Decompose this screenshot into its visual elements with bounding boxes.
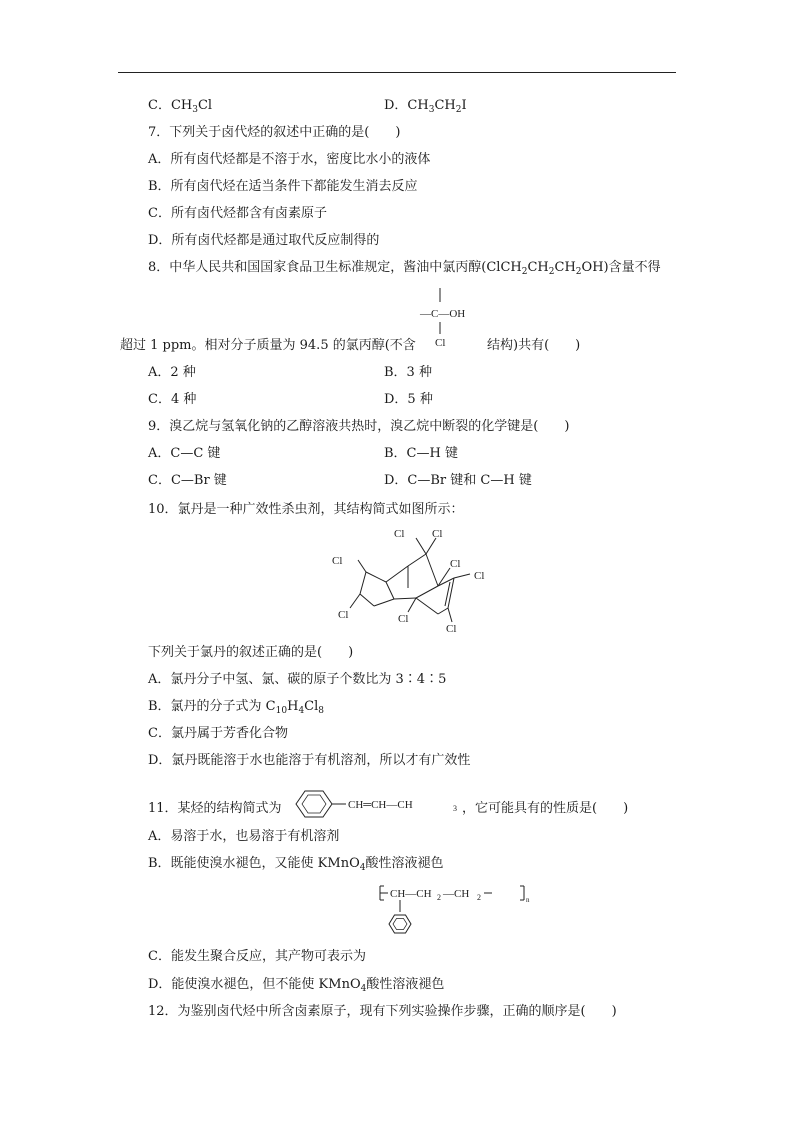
q10-fig-cl-4: Cl (474, 570, 485, 582)
q7-option-c: C．所有卤代烃都含有卤素原子 (148, 206, 327, 221)
q11-stem-pre: 11．某烃的结构简式为 (148, 801, 282, 816)
q10-fig-cl-3: Cl (450, 558, 461, 570)
q11-option-b: B．既能使溴水褪色，又能使 KMnO$_4$酸性溶液褪色 (148, 856, 444, 873)
q10-option-c: C．氯丹属于芳香化合物 (148, 726, 288, 741)
q11-poly-text2: —CH (443, 888, 470, 900)
q10-chlordane-figure (330, 524, 495, 636)
q11-option-d: D．能使溴水褪色，但不能使 KMnO$_4$酸性溶液褪色 (148, 977, 445, 994)
q10-option-d: D．氯丹既能溶于水也能溶于有机溶剂，所以才有广效性 (148, 753, 471, 768)
q8-stem-line2-post: 结构)共有( ) (487, 338, 581, 353)
q10-fig-cl-7: Cl (338, 609, 349, 621)
q9-option-a: A．C—C 键 (148, 446, 221, 461)
q7-option-d: D．所有卤代烃都是通过取代反应制得的 (148, 233, 380, 248)
q10-fig-cl-1: Cl (394, 528, 405, 540)
q8-option-d: D．5 种 (384, 392, 433, 407)
q8-option-b: B．3 种 (384, 365, 432, 380)
q8-option-c: C．4 种 (148, 392, 197, 407)
q11-option-c: C．能发生聚合反应，其产物可表示为 (148, 949, 366, 964)
q10-stem: 10．氯丹是一种广效性杀虫剂，其结构简式如图所示： (148, 502, 464, 517)
q11-fig-chain-sub: 3 (453, 804, 457, 813)
q10-option-a: A．氯丹分子中氢、氯、碳的原子个数比为 3∶4∶5 (148, 672, 447, 687)
q11-polymer-figure (376, 880, 536, 956)
q9-option-d: D．C—Br 键和 C—H 键 (384, 473, 532, 488)
q12-stem: 12．为鉴别卤代烃中所含卤素原子，现有下列实验操作步骤，正确的顺序是( ) (148, 1004, 617, 1019)
q8-option-a: A．2 种 (148, 365, 196, 380)
q8-fig-c-oh-label: —C—OH (420, 308, 466, 320)
q8-stem-line2-pre: 超过 1 ppm。相对分子质量为 94.5 的氯丙醇(不含 (120, 338, 416, 353)
q11-structure-figure (290, 786, 470, 822)
q9-stem: 9．溴乙烷与氢氧化钠的乙醇溶液共热时，溴乙烷中断裂的化学键是( ) (148, 419, 570, 434)
q11-fig-chain: CH═CH—CH (348, 799, 413, 811)
q11-poly-sub1: 2 (437, 893, 441, 902)
q10-sub-stem: 下列关于氯丹的叙述正确的是( ) (148, 645, 354, 660)
q8-structure-figure (418, 286, 498, 350)
q7-stem: 7．下列关于卤代烃的叙述中正确的是( ) (148, 125, 401, 140)
q6-option-d: D．$CH_3CH_2I$ (384, 98, 467, 115)
q11-poly-n: n (526, 896, 530, 904)
q9-option-c: C．C—Br 键 (148, 473, 227, 488)
q8-fig-cl-label: Cl (435, 337, 446, 349)
q10-fig-cl-5: Cl (446, 623, 457, 635)
q10-fig-cl-6: Cl (332, 555, 343, 567)
q11-poly-sub2: 2 (477, 893, 481, 902)
q10-option-b: B．氯丹的分子式为 $C_{10}H_4Cl_8$ (148, 699, 325, 716)
q6-option-c: C．$CH_3Cl$ (148, 98, 213, 115)
q8-stem-line1: 8．中华人民共和国国家食品卫生标准规定，酱油中氯丙醇$(ClCH_2CH_2CH_2OH)$含量不得 (148, 260, 661, 277)
q7-option-a: A．所有卤代烃都是不溶于水，密度比水小的液体 (148, 152, 431, 167)
q10-fig-cl-2: Cl (432, 528, 443, 540)
q7-option-b: B．所有卤代烃在适当条件下都能发生消去反应 (148, 179, 418, 194)
q11-poly-text: CH—CH (390, 888, 432, 900)
q9-option-b: B．C—H 键 (384, 446, 458, 461)
q11-option-a: A．易溶于水，也易溶于有机溶剂 (148, 829, 340, 844)
q10-fig-cl-8: Cl (398, 613, 409, 625)
q11-stem-post: ，它可能具有的性质是( ) (462, 801, 629, 816)
header-rule (118, 72, 676, 73)
